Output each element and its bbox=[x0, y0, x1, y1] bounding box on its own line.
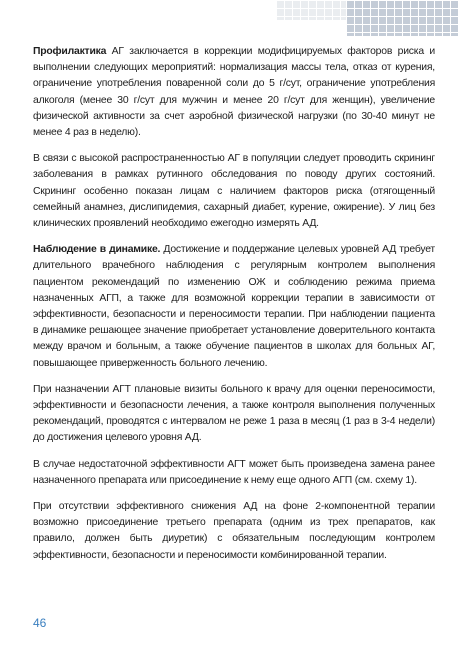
corner-grid-decoration bbox=[346, 0, 458, 36]
page-body bbox=[33, 44, 435, 574]
paragraph-text: Достижение и поддержание целевых уровней АД требует длительного врачебного наблюдения с регулярным контролем выполнения пациентом рекомендаций по изменению ОЖ и соблюдению режима приема назначенных АГП, а также для возможной коррекции терапии в зависимости от эффективности, безопасности и переносимости терапии. При наблюдении пациента в динамике решающее значение приобретает установление доверительного контакта между врачом и больным, а также обучение пациентов в школах для больных АГ, повышающее приверженность больного лечению. bbox=[33, 244, 435, 369]
paragraph-lead: Наблюдение в динамике. bbox=[33, 244, 161, 256]
paragraph-screening bbox=[33, 151, 435, 232]
paragraph-triple-therapy bbox=[33, 499, 435, 564]
paragraph-insufficient-effect bbox=[33, 457, 435, 489]
paragraph-monitoring bbox=[33, 242, 435, 372]
paragraph-text: При отсутствии эффективного снижения АД на фоне 2-компонентной терапии возможно присоединение третьего препарата (одним из трех препаратов, как правило, должен быть диуретик) с обязательным последующим контролем эффективности, безопасности и переносимости комбинированной терапии. bbox=[33, 501, 435, 561]
paragraph-text: В связи с высокой распространенностью АГ в популяции следует проводить скрининг заболевания в рамках рутинного обследования по поводу других состояний. Скрининг особенно показан лицам с наличием факторов риска (отягощенный семейный анамнез, дислипидемия, сахарный диабет, курение, ожирение). У лиц без клинических проявлений необходимо ежегодно измерять АД. bbox=[33, 153, 435, 230]
paragraph-lead: Профилактика bbox=[33, 46, 107, 57]
paragraph-text: При назначении АГТ плановые визиты больного к врачу для оценки переносимости, эффективности и безопасности лечения, а также контроля выполнения полученных рекомендаций, проводятся с интервалом не реже 1 раза в месяц (1 раз в 3-4 недели) до достижения целевого уровня АД. bbox=[33, 383, 435, 444]
paragraph-text: В случае недостаточной эффективности АГТ может быть произведена замена ранее назначенного препарата или присоединение к нему еще одного АГП (см. схему 1). bbox=[33, 458, 435, 486]
page-number: 46 bbox=[33, 616, 47, 630]
paragraph-visits bbox=[33, 382, 435, 447]
corner-grid-decoration-fade bbox=[276, 0, 346, 20]
paragraph-text: АГ заключается в коррекции модифицируемых факторов риска и выполнении следующих мероприятий: нормализация массы тела, отказ от курения, ограничение употребления поваренной соли до 5 г/сут, ограничение употребления алкоголя (менее 30 г/сут для мужчин и менее 20 г/сут для женщин), увеличение физической активности за счет аэробной физической нагрузки (по 30-40 минут не менее 4 раз в неделю). bbox=[33, 46, 435, 139]
paragraph-prevention bbox=[33, 44, 435, 141]
